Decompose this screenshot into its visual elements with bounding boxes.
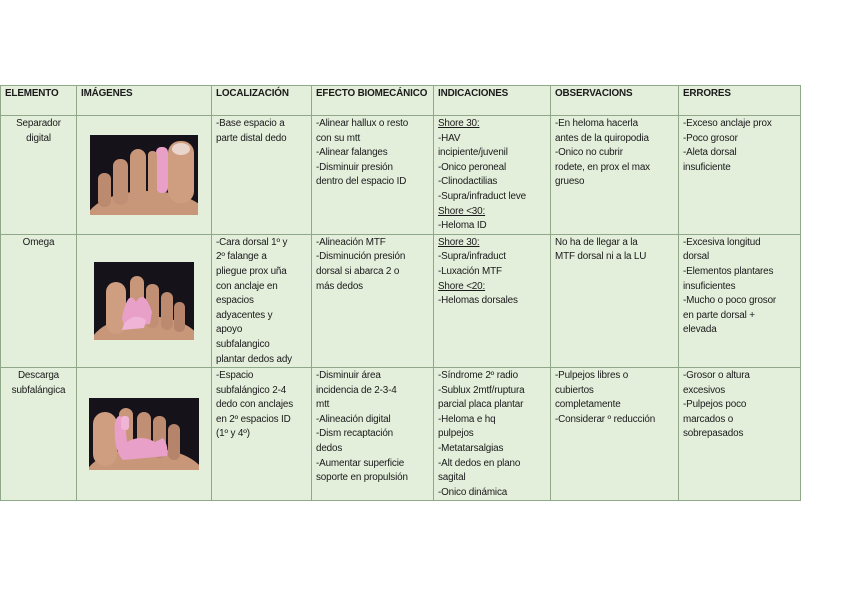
cell-text: -Onico peroneal <box>438 161 507 173</box>
cell-text: completamente <box>555 399 621 411</box>
cell-indicaciones <box>434 234 551 367</box>
cell-text: -HAV <box>438 132 461 144</box>
cell-text: -Síndrome 2º radio <box>438 370 518 382</box>
cell-text: -Mucho o poco grosor <box>683 295 777 307</box>
cell-text: -Aumentar superficie <box>316 457 405 469</box>
cell-text: -Considerar º reducción <box>555 413 656 425</box>
header-errores: ERRORES <box>679 86 801 116</box>
cell-text: sagital <box>438 472 466 484</box>
cell-text: subfalangico <box>216 338 270 350</box>
cell-text: pliegue prox uña <box>216 265 287 277</box>
cell-elemento <box>1 234 77 367</box>
cell-text: -Alinear falanges <box>316 147 388 159</box>
cell-observaciones <box>551 368 679 501</box>
cell-text: grueso <box>555 176 585 188</box>
cell-text: -Elementos plantares <box>683 265 774 277</box>
orthosis-table <box>0 85 801 501</box>
cell-localizacion <box>212 116 312 235</box>
cell-text: -Helomas dorsales <box>438 295 518 307</box>
cell-observaciones <box>551 116 679 235</box>
cell-text: dorsal si abarca 2 o <box>316 265 400 277</box>
table-row <box>1 116 801 235</box>
cell-indicaciones <box>434 116 551 235</box>
cell-observaciones <box>551 234 679 367</box>
cell-text: -Alineación MTF <box>316 236 386 248</box>
cell-errores <box>679 234 801 367</box>
cell-text: plantar dedos ady <box>216 353 292 365</box>
cell-text: pulpejos <box>438 428 474 440</box>
cell-text: incipiente/juvenil <box>438 147 508 159</box>
cell-text: -Pulpejos libres o <box>555 370 629 382</box>
foot-omega-orthosis-photo <box>94 262 194 340</box>
cell-text: -Clinodactilias <box>438 176 498 188</box>
cell-text: digital <box>26 132 51 144</box>
cell-text: -Onico dinámica <box>438 486 508 498</box>
cell-text: -Aleta dorsal <box>683 147 737 159</box>
header-elemento: ELEMENTO <box>1 86 77 116</box>
header-observaciones: OBSERVACIONS <box>551 86 679 116</box>
header-row <box>1 86 801 116</box>
cell-efecto <box>312 116 434 235</box>
cell-text: dedos <box>316 443 343 455</box>
cell-text: subfalángico 2-4 <box>216 384 287 396</box>
cell-text: con anclaje en <box>216 280 278 292</box>
cell-elemento <box>1 368 77 501</box>
cell-image <box>77 234 212 367</box>
cell-text: con su mtt <box>316 132 361 144</box>
cell-text: -Exceso anclaje prox <box>683 118 772 129</box>
cell-text: rodete, en prox el max <box>555 161 650 173</box>
header-indicaciones: INDICACIONES <box>434 86 551 116</box>
cell-efecto <box>312 234 434 367</box>
cell-text: Shore <30: <box>438 205 486 217</box>
cell-text: antes de la quiropodia <box>555 132 649 144</box>
cell-text: -Supra/infraduct leve <box>438 190 526 202</box>
cell-text: -Alineación digital <box>316 413 391 425</box>
cell-text: -Disminuir presión <box>316 161 393 173</box>
cell-text: -Poco grosor <box>683 132 738 144</box>
cell-text: -Alt dedos en plano <box>438 457 521 469</box>
cell-text: insuficiente <box>683 161 731 173</box>
cell-text: Shore 30: <box>438 118 480 129</box>
cell-text: cubiertos <box>555 384 594 396</box>
cell-text: más dedos <box>316 280 363 292</box>
cell-text: subfalángica <box>11 384 66 396</box>
cell-text: No ha de llegar a la <box>555 236 638 248</box>
cell-text: -Luxación MTF <box>438 265 502 277</box>
cell-text: MTF dorsal ni a la LU <box>555 251 647 263</box>
foot-subphalangeal-pad-photo <box>89 398 199 470</box>
cell-text: dedo con anclajes <box>216 399 294 411</box>
cell-text: -Sublux 2mtf/ruptura <box>438 384 525 396</box>
cell-text: -Grosor o altura <box>683 370 750 382</box>
cell-text: soporte en propulsión <box>316 472 408 484</box>
cell-text: -Pulpejos poco <box>683 399 747 411</box>
cell-text: insuficientes <box>683 280 736 292</box>
cell-text: -Cara dorsal 1º y <box>216 236 288 248</box>
cell-text: mtt <box>316 399 330 411</box>
table-row <box>1 368 801 501</box>
cell-localizacion <box>212 368 312 501</box>
cell-text: -Espacio <box>216 370 254 382</box>
cell-text: -Metatarsalgias <box>438 443 504 455</box>
cell-text: -Heloma ID <box>438 220 487 232</box>
cell-text: elevada <box>683 324 717 336</box>
cell-text: -Alinear hallux o resto <box>316 118 409 129</box>
cell-text: -Disminuir área <box>316 370 381 382</box>
cell-image <box>77 368 212 501</box>
cell-errores <box>679 116 801 235</box>
cell-text: (1º y 4º) <box>216 428 250 440</box>
cell-text: apoyo <box>216 324 243 336</box>
cell-text: -En heloma hacerla <box>555 118 638 129</box>
cell-text: -Base espacio a <box>216 118 285 129</box>
cell-text: -Disminución presión <box>316 251 406 263</box>
cell-text: parcial placa plantar <box>438 399 524 411</box>
cell-image <box>77 116 212 235</box>
cell-text: -Heloma e hq <box>438 413 496 425</box>
cell-text: marcados o <box>683 413 734 425</box>
cell-text: en parte dorsal + <box>683 309 755 321</box>
cell-localizacion <box>212 234 312 367</box>
cell-text: dentro del espacio ID <box>316 176 407 188</box>
cell-text: dorsal <box>683 251 709 263</box>
cell-indicaciones <box>434 368 551 501</box>
cell-text: -Supra/infraduct <box>438 251 506 263</box>
cell-text: -Excesiva longitud <box>683 236 761 248</box>
header-efecto: EFECTO BIOMECÁNICO <box>312 86 434 116</box>
header-imagenes: IMÁGENES <box>77 86 212 116</box>
cell-text: espacios <box>216 295 254 307</box>
header-localizacion: LOCALIZACIÓN <box>212 86 312 116</box>
cell-text: Shore 30: <box>438 236 480 248</box>
cell-errores <box>679 368 801 501</box>
cell-text: adyacentes y <box>216 309 273 321</box>
cell-text: excesivos <box>683 384 726 396</box>
cell-text: parte distal dedo <box>216 132 287 144</box>
cell-text: en 2º espacios ID <box>216 413 291 425</box>
cell-text: Shore <20: <box>438 280 486 292</box>
cell-text: 2º falange a <box>216 251 267 263</box>
cell-text: -Dism recaptación <box>316 428 394 440</box>
cell-elemento <box>1 116 77 235</box>
cell-text: Descarga <box>17 370 60 382</box>
cell-text: Separador <box>16 118 61 129</box>
cell-efecto <box>312 368 434 501</box>
cell-text: incidencia de 2-3-4 <box>316 384 397 396</box>
cell-text: Omega <box>22 236 55 248</box>
foot-toe-separator-photo <box>90 135 198 215</box>
cell-text: sobrepasados <box>683 428 744 440</box>
table-row <box>1 234 801 367</box>
cell-text: -Onico no cubrir <box>555 147 623 159</box>
